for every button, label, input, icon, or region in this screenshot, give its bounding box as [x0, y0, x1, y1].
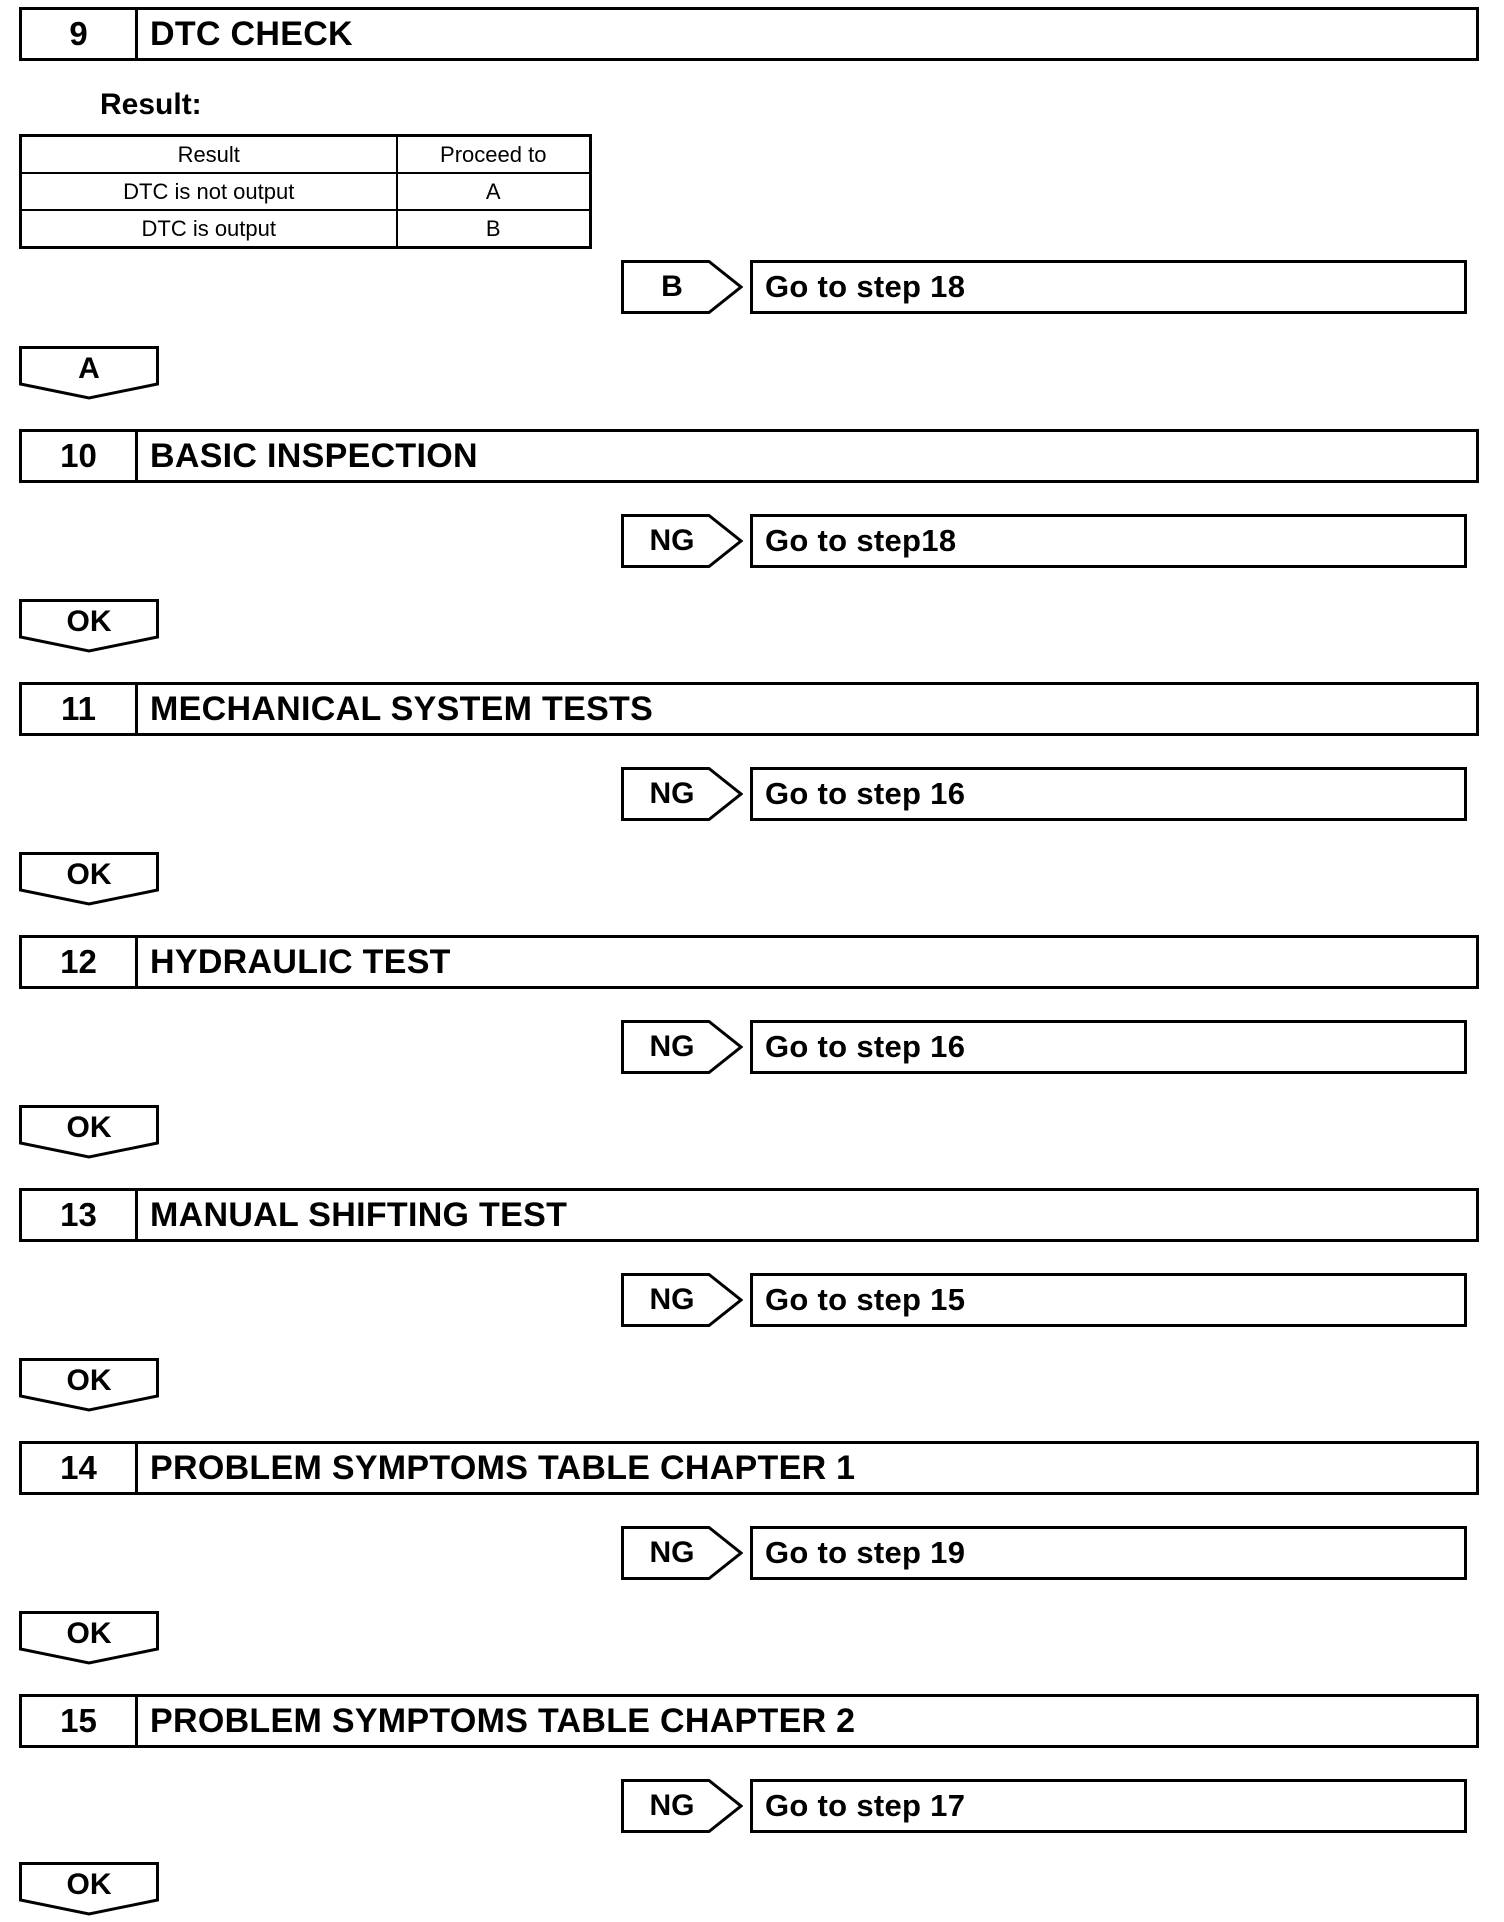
goto-target-box[interactable]: Go to step 16: [750, 1020, 1467, 1074]
step-number: 9: [22, 10, 138, 58]
table-row: [21, 173, 591, 210]
branch-row: [621, 1526, 1467, 1580]
result-table: [19, 134, 592, 249]
step-title: MECHANICAL SYSTEM TESTS: [150, 689, 654, 728]
table-row: [21, 210, 591, 248]
step-title: PROBLEM SYMPTOMS TABLE CHAPTER 1: [150, 1448, 856, 1487]
step-13-header: [19, 1188, 1479, 1242]
step-number: 15: [22, 1697, 138, 1745]
continue-tag[interactable]: [19, 852, 159, 906]
result-label: Result:: [100, 88, 202, 121]
goto-target-box[interactable]: Go to step 18: [750, 260, 1467, 314]
branch-tag-label: NG: [649, 1283, 695, 1316]
step-number: 13: [22, 1191, 138, 1239]
continue-tag-label: OK: [66, 605, 112, 638]
continue-tag-label: OK: [66, 1364, 112, 1397]
continue-tag-label: OK: [66, 858, 112, 891]
goto-target-box[interactable]: Go to step 17: [750, 1779, 1467, 1833]
step-title: DTC CHECK: [150, 14, 353, 53]
branch-tag-label: NG: [649, 1536, 695, 1569]
branch-row: [621, 1779, 1467, 1833]
table-cell: DTC is not output: [21, 173, 397, 210]
step-title: MANUAL SHIFTING TEST: [150, 1195, 568, 1234]
branch-tag[interactable]: [621, 1020, 743, 1074]
step-12-header: [19, 935, 1479, 989]
table-header-row: [21, 136, 591, 174]
continue-tag[interactable]: [19, 1105, 159, 1159]
continue-tag[interactable]: [19, 1862, 159, 1916]
branch-tag-label: NG: [649, 777, 695, 810]
branch-tag-label: B: [661, 270, 683, 303]
continue-tag[interactable]: [19, 1611, 159, 1665]
step-title: PROBLEM SYMPTOMS TABLE CHAPTER 2: [150, 1701, 856, 1740]
branch-tag[interactable]: [621, 260, 743, 314]
goto-target-box[interactable]: Go to step18: [750, 514, 1467, 568]
table-header-cell: Result: [21, 136, 397, 174]
goto-target-box[interactable]: Go to step 19: [750, 1526, 1467, 1580]
branch-row: [621, 767, 1467, 821]
branch-tag[interactable]: [621, 767, 743, 821]
continue-tag[interactable]: [19, 1358, 159, 1412]
goto-target-box[interactable]: Go to step 16: [750, 767, 1467, 821]
continue-tag-label: OK: [66, 1111, 112, 1144]
branch-tag-label: NG: [649, 1789, 695, 1822]
goto-target-box[interactable]: Go to step 15: [750, 1273, 1467, 1327]
step-number: 10: [22, 432, 138, 480]
step-10-header: [19, 429, 1479, 483]
continue-tag[interactable]: [19, 346, 159, 400]
step-title: HYDRAULIC TEST: [150, 942, 451, 981]
continue-tag-label: OK: [66, 1617, 112, 1650]
step-number: 11: [22, 685, 138, 733]
branch-tag[interactable]: [621, 1779, 743, 1833]
step-9-header: [19, 7, 1479, 61]
branch-tag-label: NG: [649, 1030, 695, 1063]
table-cell: A: [397, 173, 591, 210]
branch-row: [621, 260, 1467, 314]
step-14-header: [19, 1441, 1479, 1495]
branch-tag[interactable]: [621, 1273, 743, 1327]
table-cell: B: [397, 210, 591, 248]
branch-row: [621, 1273, 1467, 1327]
branch-row: [621, 1020, 1467, 1074]
step-title: BASIC INSPECTION: [150, 436, 478, 475]
continue-tag-label: A: [78, 352, 100, 385]
branch-row: [621, 514, 1467, 568]
branch-tag-label: NG: [649, 524, 695, 557]
step-number: 14: [22, 1444, 138, 1492]
continue-tag[interactable]: [19, 599, 159, 653]
step-11-header: [19, 682, 1479, 736]
table-cell: DTC is output: [21, 210, 397, 248]
continue-tag-label: OK: [66, 1868, 112, 1901]
branch-tag[interactable]: [621, 514, 743, 568]
step-number: 12: [22, 938, 138, 986]
table-header-cell: Proceed to: [397, 136, 591, 174]
step-15-header: [19, 1694, 1479, 1748]
branch-tag[interactable]: [621, 1526, 743, 1580]
